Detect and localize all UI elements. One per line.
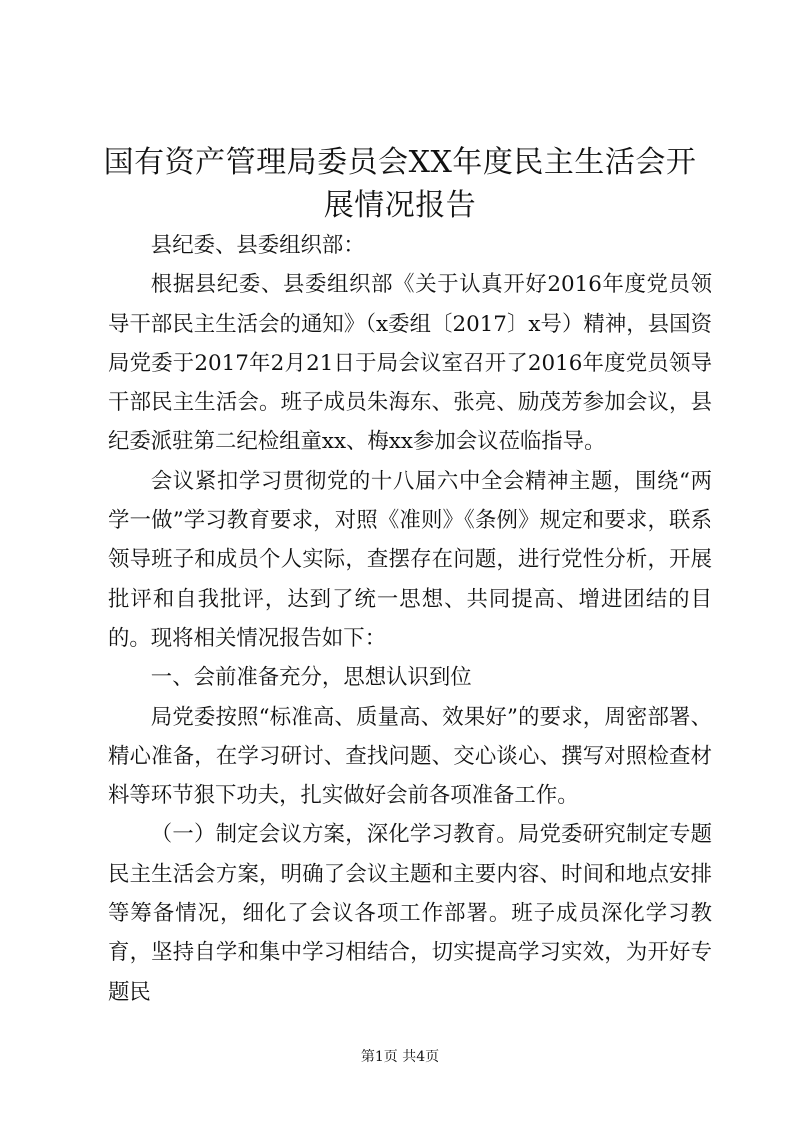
paragraph-background: 根据县纪委、县委组织部《关于认真开好2016年度党员领导干部民主生活会的通知》（x委组〔2017〕x号）精神，县国资局党委于2017年2月21日于局会议室召开了2016年度党员领导干部民主生活会。班子成员朱海东、张亮、励茂芳参加会议，县纪委派驻第二纪检组童xx、梅xx参加会议莅临指导。	[108, 272, 712, 455]
document-body	[108, 226, 712, 1012]
paragraph-subsection-1: （一）制定会议方案，深化学习教育。局党委研究制定专题民主生活会方案，明确了会议主题和主要内容、时间和地点安排等筹备情况，细化了会议各项工作部署。班子成员深化学习教育，坚持自学和集中学习相结合，切实提高学习实效，为开好专题民	[108, 822, 712, 1005]
salutation: 县纪委、县委组织部：	[150, 233, 365, 258]
document-title: 国有资产管理局委员会XX年度民主生活会开展情况报告	[103, 145, 697, 223]
section-heading-1: 一、会前准备充分，思想认识到位	[150, 665, 472, 691]
page-footer: 第1页 共4页	[360, 1049, 440, 1065]
paragraph-preparation: 局党委按照“标准高、质量高、效果好”的要求，周密部署、精心准备，在学习研讨、查找问题、交心谈心、撰写对照检查材料等环节狠下功夫，扎实做好会前各项准备工作。	[108, 704, 712, 809]
paragraph-theme: 会议紧扣学习贯彻党的十八届六中全会精神主题，围绕“两学一做”学习教育要求，对照《准则》《条例》规定和要求，联系领导班子和成员个人实际，查摆存在问题，进行党性分析，开展批评和自我批评，达到了统一思想、共同提高、增进团结的目的。现将相关情况报告如下：	[108, 468, 712, 651]
